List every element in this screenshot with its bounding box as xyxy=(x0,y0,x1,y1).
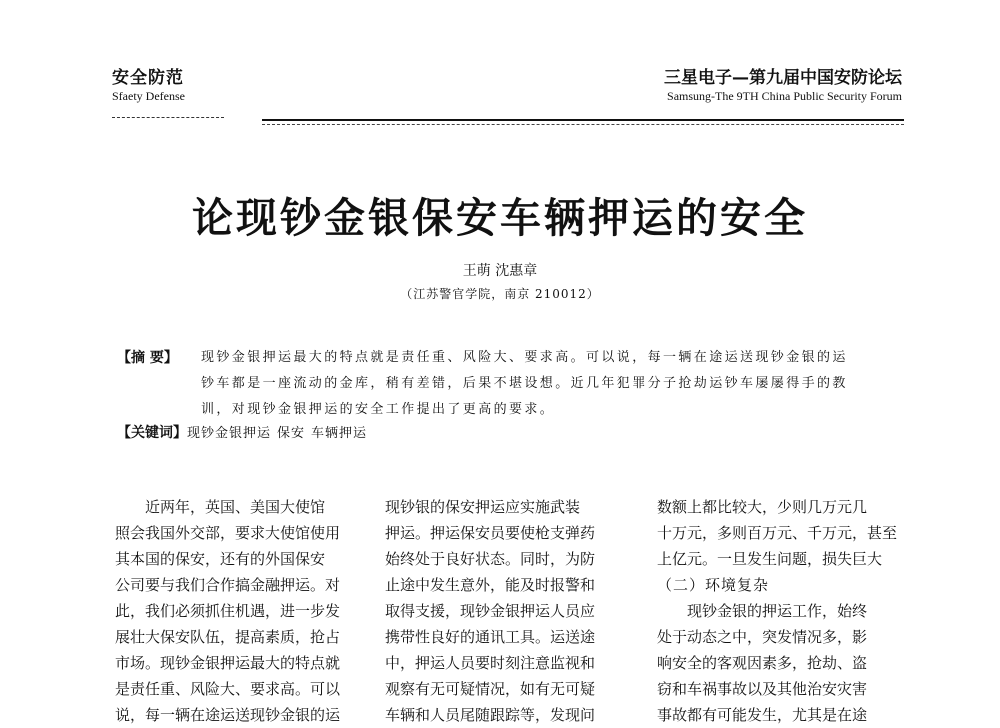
body-line: 携带性良好的通讯工具。运送途 xyxy=(385,628,596,646)
header-divider-right xyxy=(262,119,904,121)
body-line: 是责任重、风险大、要求高。可以 xyxy=(115,680,341,698)
body-line: 止途中发生意外，能及时报警和 xyxy=(385,576,596,594)
body-line: 照会我国外交部，要求大使馆使用 xyxy=(115,524,341,542)
body-line: 押运。押运保安员要使枪支弹药 xyxy=(385,524,596,542)
body-line: 近两年，英国、美国大使馆 xyxy=(115,498,326,516)
header-divider-right-dashed xyxy=(262,124,904,125)
body-line: 此，我们必须抓住机遇，进一步发 xyxy=(115,602,341,620)
abstract-line: 训，对现钞金银押运的安全工作提出了更高的要求。 xyxy=(201,402,556,417)
body-line: 市场。现钞金银押运最大的特点就 xyxy=(115,654,341,672)
forum-title-cn: 三星电子—第九届中国安防论坛 xyxy=(664,68,902,88)
body-line: 上亿元。一旦发生问题，损失巨大 xyxy=(657,550,883,568)
keyword: 现钞金银押运 xyxy=(187,426,272,441)
journal-section-header xyxy=(112,68,185,103)
body-line: 处于动态之中，突发情况多，影 xyxy=(657,628,868,646)
body-line: 事故都有可能发生，尤其是在途 xyxy=(657,706,868,724)
body-line: 响安全的客观因素多，抢劫、盗 xyxy=(657,654,868,672)
body-line: 始终处于良好状态。同时，为防 xyxy=(385,550,596,568)
body-line: 中，押运人员要时刻注意监视和 xyxy=(385,654,596,672)
body-line: 车辆和人员尾随跟踪等，发现问 xyxy=(385,706,596,724)
keywords xyxy=(117,422,373,445)
section-title-cn: 安全防范 xyxy=(112,68,184,88)
section-title-en: Sfaety Defense xyxy=(112,89,185,103)
body-line: 现钞银的保安押运应实施武装 xyxy=(385,498,581,516)
body-line: 数额上都比较大，少则几万元几 xyxy=(657,498,868,516)
body-line: 说，每一辆在途运送现钞金银的运 xyxy=(115,706,341,724)
body-line: 其本国的保安，还有的外国保安 xyxy=(115,550,326,568)
keyword: 保安 xyxy=(277,426,306,441)
affiliation: （江苏警官学院，南京 210012） xyxy=(400,287,600,301)
header-divider-left xyxy=(112,117,224,118)
body-line: 展壮大保安队伍，提高素质，抢占 xyxy=(115,628,341,646)
section-heading: （二）环境复杂 xyxy=(657,576,770,594)
keywords-label: 【关键词】 xyxy=(117,425,187,441)
body-line: 十万元，多则百万元、千万元，甚至 xyxy=(657,524,898,542)
abstract-line: 现钞金银押运最大的特点就是责任重、风险大、要求高。可以说，每一辆在途运送现钞金银的运 xyxy=(201,350,848,365)
body-line: 窃和车祸事故以及其他治安灾害 xyxy=(657,680,868,698)
forum-header xyxy=(664,68,902,103)
body-line: 观察有无可疑情况，如有无可疑 xyxy=(385,680,596,698)
forum-title-en: Samsung-The 9TH China Public Security Forum xyxy=(667,89,902,103)
abstract-line: 钞车都是一座流动的金库，稍有差错，后果不堪设想。近几年犯罪分子抢劫运钞车屡屡得手的教 xyxy=(201,376,848,391)
body-line: 取得支援，现钞金银押运人员应 xyxy=(385,602,596,620)
body-column-1 xyxy=(115,494,365,728)
authors: 王萌 沈惠章 xyxy=(462,263,538,279)
abstract-label: 【摘 要】 xyxy=(117,350,178,366)
keyword: 车辆押运 xyxy=(311,426,368,441)
body-column-3 xyxy=(657,494,912,728)
body-column-2 xyxy=(385,494,635,728)
body-line: 现钞金银的押运工作，始终 xyxy=(657,602,868,620)
body-line: 公司要与我们合作搞金融押运。对 xyxy=(115,576,341,594)
article-title: 论现钞金银保安车辆押运的安全 xyxy=(192,194,808,242)
